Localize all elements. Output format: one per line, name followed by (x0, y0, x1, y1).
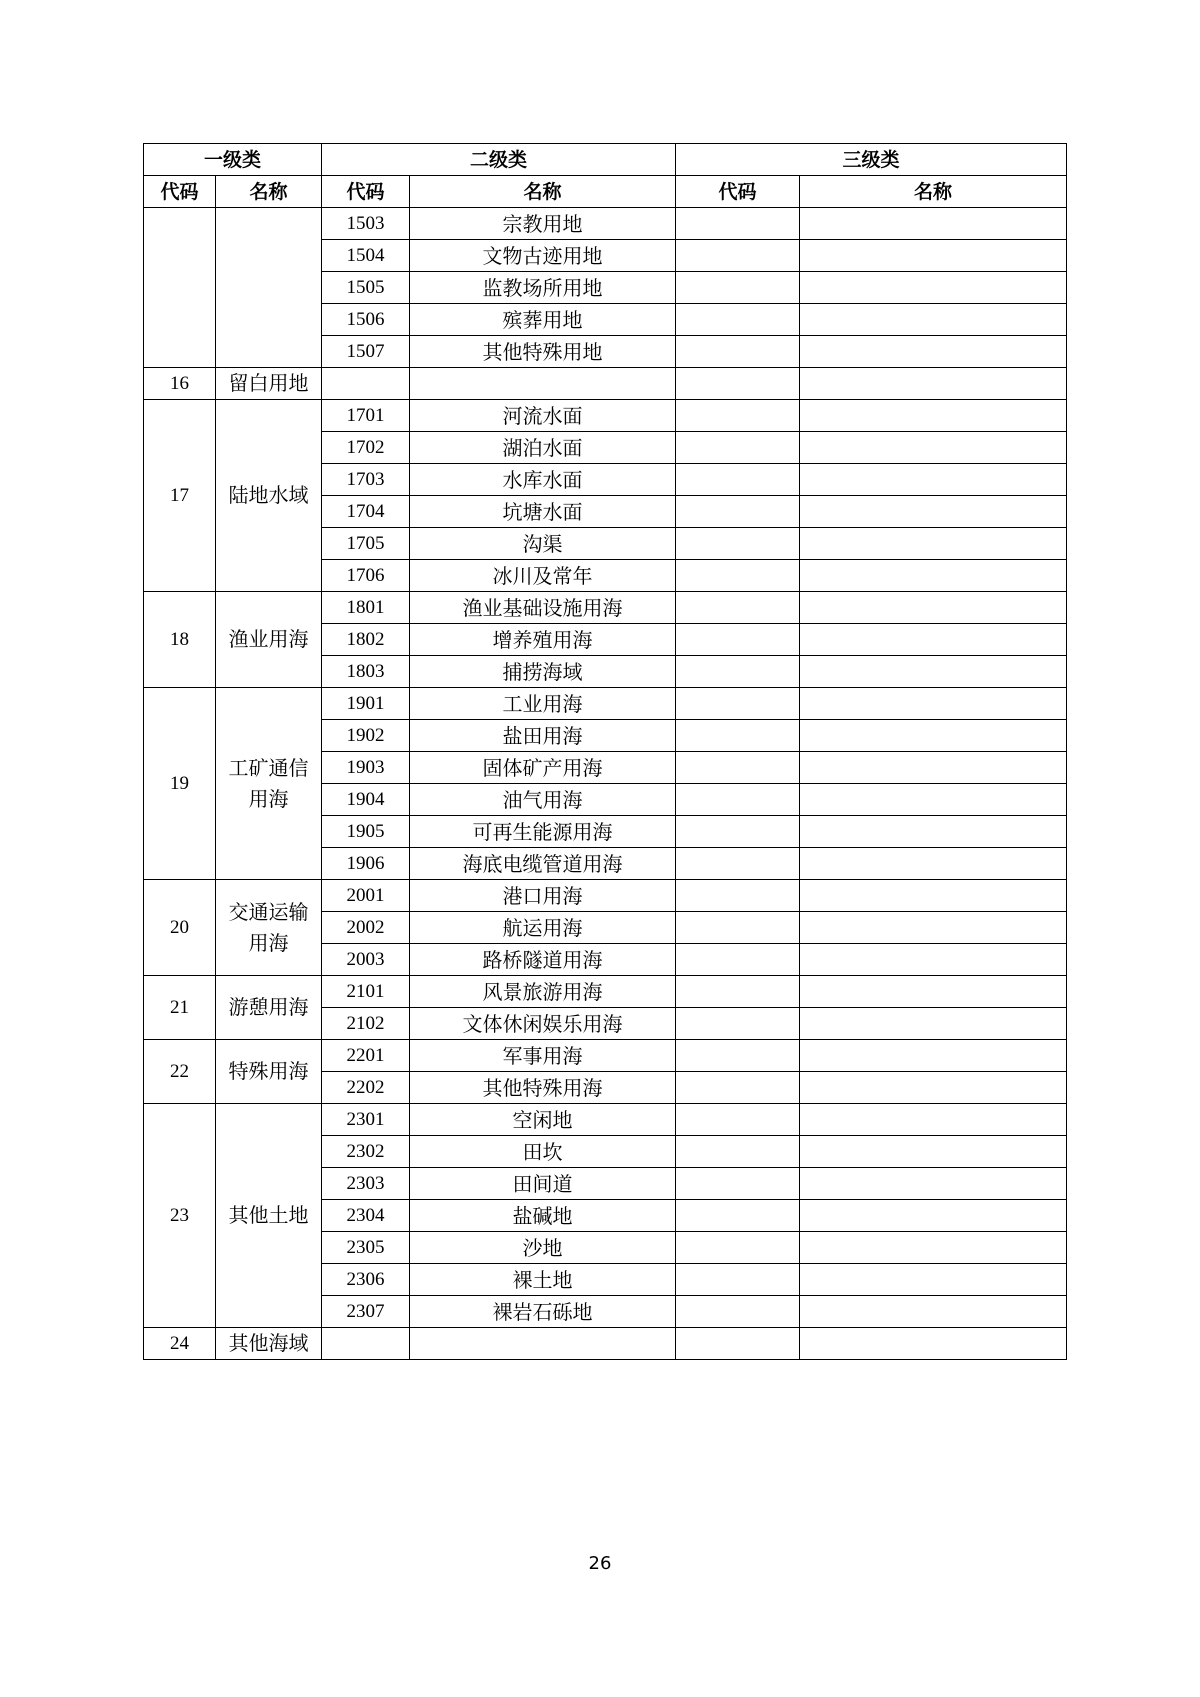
level3-name-cell (800, 1232, 1067, 1264)
level2-name-cell: 文物古迹用地 (410, 240, 676, 272)
table-row (144, 368, 1067, 400)
level2-name-cell: 田坎 (410, 1136, 676, 1168)
level3-code-cell (676, 304, 800, 336)
level3-name-cell (800, 720, 1067, 752)
level3-code-cell (676, 1232, 800, 1264)
level3-code-cell (676, 816, 800, 848)
level3-code-cell (676, 1296, 800, 1328)
level1-code-cell: 20 (144, 880, 216, 976)
level3-name-cell (800, 336, 1067, 368)
table-row (144, 208, 1067, 240)
level3-name-cell (800, 1104, 1067, 1136)
level2-code-cell: 1803 (322, 656, 410, 688)
level3-code-cell (676, 784, 800, 816)
level3-name-cell (800, 1008, 1067, 1040)
level2-name-cell: 其他特殊用海 (410, 1072, 676, 1104)
level2-code-cell: 1702 (322, 432, 410, 464)
level2-code-cell: 2101 (322, 976, 410, 1008)
level3-code-cell (676, 464, 800, 496)
level3-name-cell (800, 848, 1067, 880)
level3-name-cell (800, 688, 1067, 720)
level2-name-cell: 裸土地 (410, 1264, 676, 1296)
level2-code-cell: 2102 (322, 1008, 410, 1040)
level2-code-cell: 2303 (322, 1168, 410, 1200)
level2-name-cell: 河流水面 (410, 400, 676, 432)
level3-code-cell (676, 1168, 800, 1200)
level2-name-cell: 港口用海 (410, 880, 676, 912)
level2-name-cell: 裸岩石砾地 (410, 1296, 676, 1328)
level2-code-cell (322, 1328, 410, 1360)
level3-name-cell (800, 880, 1067, 912)
level1-name-cell: 留白用地 (216, 368, 322, 400)
level2-code-cell: 1507 (322, 336, 410, 368)
level3-name-cell (800, 1136, 1067, 1168)
level2-name-cell: 航运用海 (410, 912, 676, 944)
level2-code-cell: 1705 (322, 528, 410, 560)
level2-code-cell: 2002 (322, 912, 410, 944)
level3-name-cell (800, 496, 1067, 528)
level3-name-cell (800, 1296, 1067, 1328)
level3-code-cell (676, 624, 800, 656)
level2-name-header: 名称 (410, 176, 676, 208)
level3-code-cell (676, 1264, 800, 1296)
level1-name-cell: 工矿通信 用海 (216, 688, 322, 880)
level1-name-cell: 交通运输 用海 (216, 880, 322, 976)
level2-code-cell: 1701 (322, 400, 410, 432)
level2-name-cell: 渔业基础设施用海 (410, 592, 676, 624)
level3-code-cell (676, 432, 800, 464)
level2-name-cell: 沙地 (410, 1232, 676, 1264)
level2-code-cell: 1802 (322, 624, 410, 656)
level3-code-cell (676, 944, 800, 976)
table-row (144, 880, 1067, 912)
level2-code-cell: 2001 (322, 880, 410, 912)
land-use-classification-table (143, 143, 1067, 1360)
level3-name-cell (800, 944, 1067, 976)
level2-name-cell: 水库水面 (410, 464, 676, 496)
level3-name-cell (800, 368, 1067, 400)
level3-name-cell (800, 1072, 1067, 1104)
level3-code-cell (676, 1072, 800, 1104)
level3-header: 三级类 (676, 144, 1067, 176)
level3-name-cell (800, 656, 1067, 688)
level3-code-cell (676, 752, 800, 784)
level2-name-cell (410, 1328, 676, 1360)
level3-name-cell (800, 784, 1067, 816)
level1-name-cell (216, 208, 322, 368)
level3-name-cell (800, 560, 1067, 592)
level1-code-cell (144, 208, 216, 368)
level1-code-cell: 22 (144, 1040, 216, 1104)
level2-code-cell: 1703 (322, 464, 410, 496)
level3-code-cell (676, 1136, 800, 1168)
table-body (144, 208, 1067, 1360)
level2-code-cell: 2305 (322, 1232, 410, 1264)
level2-name-cell: 田间道 (410, 1168, 676, 1200)
level3-code-cell (676, 400, 800, 432)
table-row (144, 976, 1067, 1008)
level3-code-cell (676, 848, 800, 880)
level3-code-cell (676, 1040, 800, 1072)
level3-name-cell (800, 592, 1067, 624)
level3-name-cell (800, 912, 1067, 944)
level3-code-cell (676, 1104, 800, 1136)
level3-code-cell (676, 656, 800, 688)
level2-name-cell: 捕捞海域 (410, 656, 676, 688)
level1-name-cell: 特殊用海 (216, 1040, 322, 1104)
level2-code-cell: 1905 (322, 816, 410, 848)
level2-header: 二级类 (322, 144, 676, 176)
level3-code-cell (676, 368, 800, 400)
level3-name-cell (800, 976, 1067, 1008)
sub-header-row (144, 176, 1067, 208)
level2-code-cell: 1904 (322, 784, 410, 816)
level2-name-cell: 文体休闲娱乐用海 (410, 1008, 676, 1040)
level2-name-cell: 湖泊水面 (410, 432, 676, 464)
level3-name-cell (800, 624, 1067, 656)
level1-header: 一级类 (144, 144, 322, 176)
level1-code-cell: 24 (144, 1328, 216, 1360)
level2-code-cell: 2307 (322, 1296, 410, 1328)
level2-name-cell: 盐碱地 (410, 1200, 676, 1232)
level3-name-cell (800, 240, 1067, 272)
level3-code-cell (676, 1008, 800, 1040)
table-row (144, 1040, 1067, 1072)
level2-code-cell: 2201 (322, 1040, 410, 1072)
level3-name-cell (800, 432, 1067, 464)
level2-code-cell: 1906 (322, 848, 410, 880)
level2-code-cell: 1704 (322, 496, 410, 528)
level1-code-cell: 21 (144, 976, 216, 1040)
level3-code-cell (676, 528, 800, 560)
level3-code-cell (676, 1328, 800, 1360)
level2-code-cell: 1903 (322, 752, 410, 784)
level1-name-cell: 渔业用海 (216, 592, 322, 688)
level3-name-cell (800, 464, 1067, 496)
level2-name-cell: 工业用海 (410, 688, 676, 720)
level3-name-cell (800, 1328, 1067, 1360)
table-row (144, 592, 1067, 624)
level2-code-cell: 1901 (322, 688, 410, 720)
level2-name-cell: 增养殖用海 (410, 624, 676, 656)
level1-name-cell: 游憩用海 (216, 976, 322, 1040)
level3-name-cell (800, 1168, 1067, 1200)
table-row (144, 1104, 1067, 1136)
level3-code-cell (676, 208, 800, 240)
level2-code-cell: 1506 (322, 304, 410, 336)
level3-code-cell (676, 592, 800, 624)
level2-name-cell: 其他特殊用地 (410, 336, 676, 368)
level3-name-header: 名称 (800, 176, 1067, 208)
level2-name-cell: 空闲地 (410, 1104, 676, 1136)
level2-name-cell: 殡葬用地 (410, 304, 676, 336)
level1-code-cell: 17 (144, 400, 216, 592)
level3-code-cell (676, 560, 800, 592)
level2-code-cell: 1706 (322, 560, 410, 592)
level2-code-cell: 2302 (322, 1136, 410, 1168)
level3-name-cell (800, 1040, 1067, 1072)
level3-code-cell (676, 336, 800, 368)
level2-code-header: 代码 (322, 176, 410, 208)
level2-name-cell: 油气用海 (410, 784, 676, 816)
level3-name-cell (800, 304, 1067, 336)
level2-code-cell: 2304 (322, 1200, 410, 1232)
level2-code-cell: 1504 (322, 240, 410, 272)
level3-code-cell (676, 496, 800, 528)
level1-code-header: 代码 (144, 176, 216, 208)
level3-code-cell (676, 688, 800, 720)
level1-code-cell: 16 (144, 368, 216, 400)
level2-name-cell: 风景旅游用海 (410, 976, 676, 1008)
level3-code-cell (676, 1200, 800, 1232)
level3-name-cell (800, 208, 1067, 240)
level3-code-cell (676, 880, 800, 912)
level2-name-cell: 盐田用海 (410, 720, 676, 752)
level3-code-cell (676, 272, 800, 304)
table-row (144, 400, 1067, 432)
level2-name-cell: 可再生能源用海 (410, 816, 676, 848)
level3-name-cell (800, 528, 1067, 560)
level2-name-cell: 冰川及常年 (410, 560, 676, 592)
level2-code-cell: 2003 (322, 944, 410, 976)
level2-code-cell: 2306 (322, 1264, 410, 1296)
level2-code-cell: 1503 (322, 208, 410, 240)
group-header-row (144, 144, 1067, 176)
level2-name-cell: 坑塘水面 (410, 496, 676, 528)
level2-name-cell: 宗教用地 (410, 208, 676, 240)
table-row (144, 688, 1067, 720)
level2-code-cell (322, 368, 410, 400)
level3-name-cell (800, 400, 1067, 432)
level1-name-cell: 陆地水域 (216, 400, 322, 592)
level3-name-cell (800, 1200, 1067, 1232)
level2-name-cell: 海底电缆管道用海 (410, 848, 676, 880)
level2-code-cell: 1902 (322, 720, 410, 752)
table-row (144, 1328, 1067, 1360)
level3-code-cell (676, 912, 800, 944)
level2-name-cell (410, 368, 676, 400)
level2-name-cell: 路桥隧道用海 (410, 944, 676, 976)
level1-code-cell: 23 (144, 1104, 216, 1328)
level3-code-cell (676, 240, 800, 272)
level2-name-cell: 军事用海 (410, 1040, 676, 1072)
level2-name-cell: 固体矿产用海 (410, 752, 676, 784)
level1-name-cell: 其他土地 (216, 1104, 322, 1328)
level3-code-cell (676, 720, 800, 752)
level2-code-cell: 1505 (322, 272, 410, 304)
level1-code-cell: 19 (144, 688, 216, 880)
level2-name-cell: 监教场所用地 (410, 272, 676, 304)
level3-name-cell (800, 752, 1067, 784)
level1-code-cell: 18 (144, 592, 216, 688)
level1-name-cell: 其他海域 (216, 1328, 322, 1360)
page-number: 26 (588, 1553, 612, 1574)
level3-name-cell (800, 272, 1067, 304)
level1-name-header: 名称 (216, 176, 322, 208)
level3-name-cell (800, 1264, 1067, 1296)
level2-code-cell: 1801 (322, 592, 410, 624)
level3-code-cell (676, 976, 800, 1008)
level2-code-cell: 2301 (322, 1104, 410, 1136)
level3-name-cell (800, 816, 1067, 848)
level2-name-cell: 沟渠 (410, 528, 676, 560)
level3-code-header: 代码 (676, 176, 800, 208)
level2-code-cell: 2202 (322, 1072, 410, 1104)
